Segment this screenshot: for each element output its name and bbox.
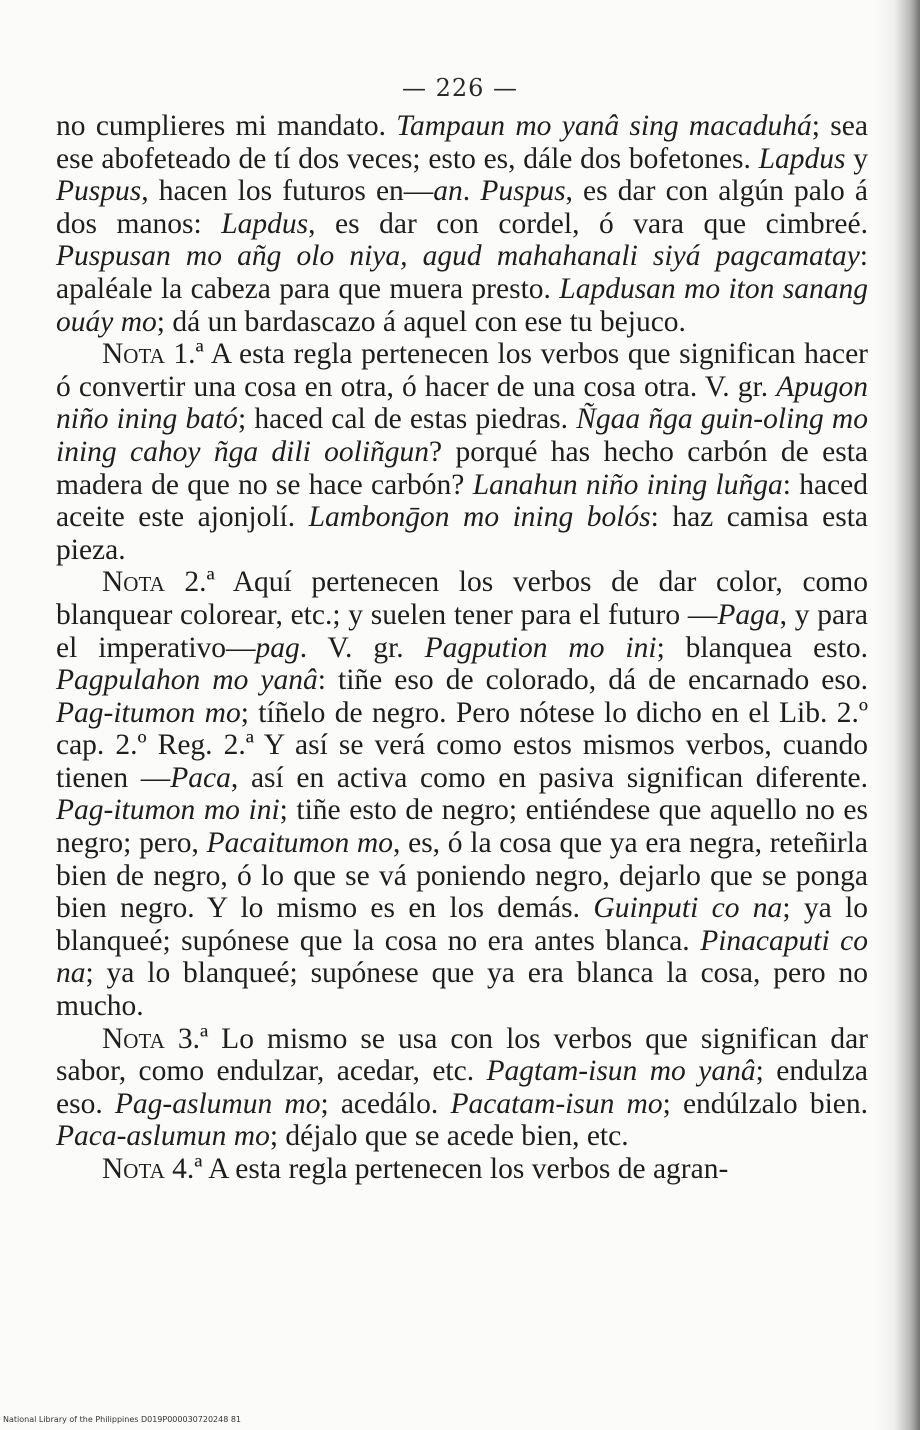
tagalog-example: Paca-aslumun mo [56,1120,270,1153]
tagalog-example: Guinputi co na [593,892,783,925]
text-run: ; ya lo blanqueé; supónese que la cosa no era antes blanca. [56,892,868,957]
nota-label: Nota 2.ª [102,566,215,599]
body-text [56,110,868,1186]
library-watermark: National Library of the Philippines D019P000030720248 81 [3,1415,242,1424]
tagalog-example: Pagpulahon mo yanâ [56,664,318,697]
text-run: : haz camisa esta pieza. [56,501,868,566]
tagalog-example: Paca [170,761,231,794]
text-run: : haced aceite este ajonjolí. [56,468,868,534]
tagalog-example: Lapdusan mo iton sanang ouáy mo [56,272,868,338]
page-number: — 226 — [401,74,519,102]
nota-label: Nota 3.ª [102,1022,209,1055]
tagalog-example: Puspus [56,175,142,208]
text-run: , es dar con algún palo á dos manos: [56,175,869,240]
tagalog-example: Tampaun mo yanâ sing macaduhá [396,110,812,142]
tagalog-example: Puspus [480,175,566,208]
text-run: , es dar con cordel, ó vara que cimbreé. [308,207,868,240]
tagalog-example: Pag-itumon mo ini [56,794,280,827]
paragraph [56,110,868,338]
tagalog-example: Ñgaa ñga guin-oling mo ining cahoy ñga dili ooliñgun [56,403,868,468]
tagalog-example: pag [255,631,300,664]
text-run: ; déjalo que se acede bien, etc. [269,1120,629,1153]
text-run: A esta regla pertenecen los verbos de agran- [202,1153,729,1185]
tagalog-example: Pagpution mo ini [424,631,657,664]
text-run: ; tiñe esto de negro; entiéndese que aquello no es negro; pero, [56,794,868,860]
text-run: , es, ó la cosa que ya era negra, reteñirla bien de negro, ó lo que se vá poniendo negro, dejarlo que se ponga bien negro. Y lo mismo es en los demás. [56,827,869,925]
text-run: Aquí pertenecen los verbos de dar color, como blanquear colorear, etc.; y suelen tener para el futuro — [56,566,868,631]
paragraph [56,566,868,1022]
text-run: ? porqué has hecho carbón de esta madera de que no se hace carbón? [56,435,868,501]
page-edge-shadow [874,0,920,1430]
text-run: ; blanquea esto. [656,631,868,664]
text-run: , hacen los futuros en— [141,175,434,208]
text-run: ; endulza eso. [56,1055,868,1120]
text-run: Lo mismo se usa con los verbos que significan dar sabor, como endulzar, acedar, etc. [56,1022,868,1088]
text-run: ; tíñelo de negro. Pero nótese lo dicho en el Lib. 2.º cap. 2.º Reg. 2.ª Y así se verá como estos mismos verbos, cuando tienen — [56,696,869,794]
text-run: y [845,142,868,175]
text-run: no cumplieres mi mandato. [56,110,397,142]
text-run: ; endúlzalo bien. [662,1087,868,1120]
tagalog-example: Pag-aslumun mo [114,1087,321,1120]
text-run: A esta regla pertenecen los verbos que significan hacer ó convertir una cosa en otra, ó hacer de una cosa otra. V. gr. [56,338,868,403]
tagalog-example: Pinacaputi co na [56,924,868,990]
text-run: . [462,175,481,208]
nota-label: Nota 4.ª [102,1153,203,1185]
tagalog-example: Lapdus [758,142,846,175]
tagalog-example: Pacatam-isun mo [450,1087,663,1120]
tagalog-example: Puspusan mo añg olo niya, agud mahahanali siyá pagcamatay [56,240,860,273]
text-run: , y para el imperativo— [56,598,868,664]
tagalog-example: Paga [717,598,780,631]
tagalog-example: Apugon niño ining bató [56,370,868,436]
text-run: ; ya lo blanqueé; supónese que ya era blanca la cosa, pero no mucho. [56,957,868,1023]
text-run: : apaléale la cabeza para que muera presto. [56,240,868,305]
paragraph [56,1153,868,1186]
paragraph [56,1023,868,1153]
tagalog-example: an [433,175,463,208]
text-run: . V. gr. [299,631,425,664]
text-run: , así en activa como en pasiva significan diferente. [230,761,868,794]
text-run: : tiñe eso de colorado, dá de encarnado eso. [317,664,869,697]
nota-label: Nota 1.ª [102,338,204,371]
tagalog-example: Pagtam-isun mo yanâ [486,1055,756,1088]
tagalog-example: Lanahun niño ining luñga [472,468,783,501]
text-run: ; sea ese abofeteado de tí dos veces; esto es, dále dos bofetones. [56,110,868,175]
tagalog-example: Pag-itumon mo [56,696,241,729]
tagalog-example: Pacaitumon mo [206,827,393,860]
paragraph [56,338,868,566]
tagalog-example: Lambonḡon mo ining bolós [308,501,651,534]
text-run: ; acedálo. [320,1087,451,1120]
text-run: ; haced cal de estas piedras. [237,403,577,436]
text-run: ; dá un bardascazo á aquel con ese tu bejuco. [156,305,686,338]
tagalog-example: Lapdus [221,207,309,240]
